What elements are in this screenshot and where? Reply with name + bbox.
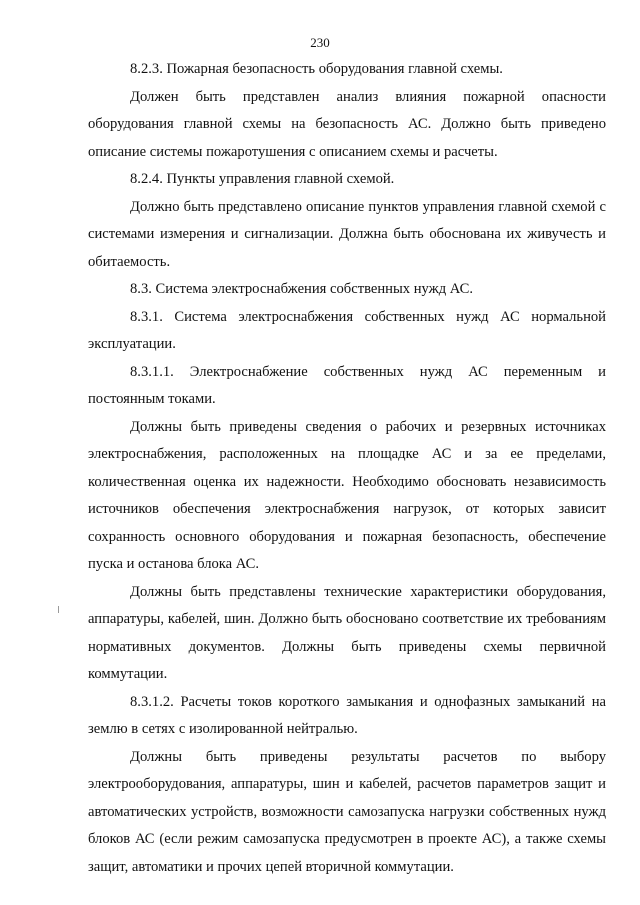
paragraph: Должны быть представлены технические характеристики оборудования, аппаратуры, кабелей, шин. Должно быть обосновано соответствие их требованиям нормативных документов. Должны быть приведены схемы первичной коммутации. bbox=[88, 583, 606, 682]
section-heading-8-2-4: 8.2.4. Пункты управления главной схемой. bbox=[130, 171, 395, 187]
section-heading-8-3-1-1: 8.3.1.1. Электроснабжение собственных нужд АС переменным и постоянным токами. bbox=[88, 363, 606, 407]
document-body bbox=[88, 56, 606, 881]
section-heading-8-3-1: 8.3.1. Система электроснабжения собственных нужд АС нормальной эксплуатации. bbox=[88, 308, 606, 352]
paragraph: Должны быть приведены результаты расчетов по выбору электрооборудования, аппаратуры, шин и кабелей, расчетов параметров защит и автоматических устройств, возможности самозапуска нагрузки собственных нужд блоков АС (если режим самозапуска предусмотрен в проекте АС), а также схемы защит, автоматики и прочих цепей вторичной коммутации. bbox=[88, 748, 606, 875]
paragraph: Должны быть приведены сведения о рабочих и резервных источниках электроснабжения, расположенных на площадке АС и за ее пределами, количественная оценка их надежности. Необходимо обосновать независимость источников обеспечения электроснабжения нагрузок, от которых зависит сохранность основного оборудования и пожарная безопасность, обеспечение пуска и останова блока АС. bbox=[88, 418, 606, 572]
page-number: 230 bbox=[310, 35, 330, 50]
paragraph: Должен быть представлен анализ влияния пожарной опасности оборудования главной схемы на безопасность АС. Должно быть приведено описание системы пожаротушения с описанием схемы и расчеты. bbox=[88, 88, 606, 160]
section-heading-8-3: 8.3. Система электроснабжения собственных нужд АС. bbox=[130, 281, 473, 297]
section-heading-8-3-1-2: 8.3.1.2. Расчеты токов короткого замыкания и однофазных замыканий на землю в сетях с изолированной нейтралью. bbox=[88, 693, 606, 737]
paragraph: Должно быть представлено описание пунктов управления главной схемой с системами измерения и сигнализации. Должна быть обоснована их живучесть и обитаемость. bbox=[88, 198, 606, 270]
section-heading-8-2-3: 8.2.3. Пожарная безопасность оборудования главной схемы. bbox=[130, 61, 503, 77]
scan-mark bbox=[58, 606, 59, 613]
